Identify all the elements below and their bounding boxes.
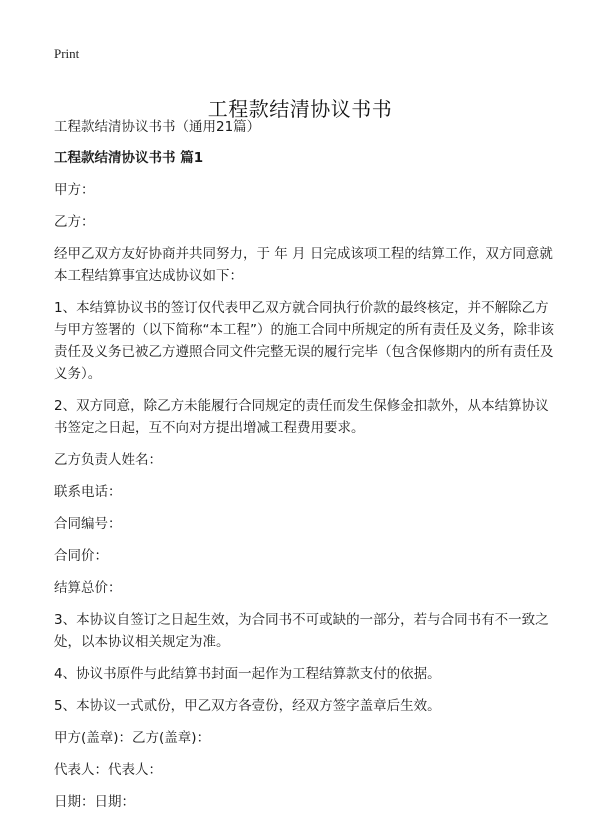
clause-5: 5、本协议一式贰份，甲乙双方各壹份，经双方签字盖章后生效。	[54, 698, 441, 714]
document-body	[54, 116, 554, 823]
section-heading: 工程款结清协议书书 篇1	[54, 150, 204, 166]
seal-line: 甲方(盖章)：乙方(盖章)：	[54, 730, 211, 746]
clause-2: 2、双方同意，除乙方未能履行合同规定的责任而发生保修金扣款外，从本结算协议书签定之日起，互不向对方提出增减工程费用要求。	[54, 398, 549, 436]
print-link[interactable]: Print	[54, 46, 80, 61]
party-a-line: 甲方：	[54, 182, 95, 198]
clause-3: 3、本协议自签订之日起生效，为合同书不可或缺的一部分，若与合同书有不一致之处，以本协议相关规定为准。	[54, 612, 549, 650]
clause-4: 4、协议书原件与此结算书封面一起作为工程结算款支付的依据。	[54, 666, 441, 682]
settlement-total: 结算总价：	[54, 580, 122, 596]
party-b-contact-name: 乙方负责人姓名：	[54, 452, 162, 468]
document-subtitle: 工程款结清协议书书（通用21篇）	[54, 119, 261, 135]
document-title: 工程款结清协议书书	[207, 97, 393, 122]
representative-line: 代表人：代表人：	[54, 762, 162, 778]
contract-number: 合同编号：	[54, 516, 122, 532]
clause-1: 1、本结算协议书的签订仅代表甲乙双方就合同执行价款的最终核定，并不解除乙方与甲方签署的（以下简称“本工程”）的施工合同中所规定的所有责任及义务，除非该责任及义务已被乙方遵照合同文件完整无误的履行完毕（包含保修期内的所有责任及义务）。	[54, 300, 554, 382]
contact-phone: 联系电话：	[54, 484, 122, 500]
date-line: 日期：日期：	[54, 794, 135, 810]
intro-paragraph: 经甲乙双方友好协商并共同努力，于 年 月 日完成该项工程的结算工作，双方同意就本工程结算事宜达成协议如下：	[54, 246, 553, 284]
party-b-line: 乙方：	[54, 214, 95, 230]
contract-price: 合同价：	[54, 548, 108, 564]
